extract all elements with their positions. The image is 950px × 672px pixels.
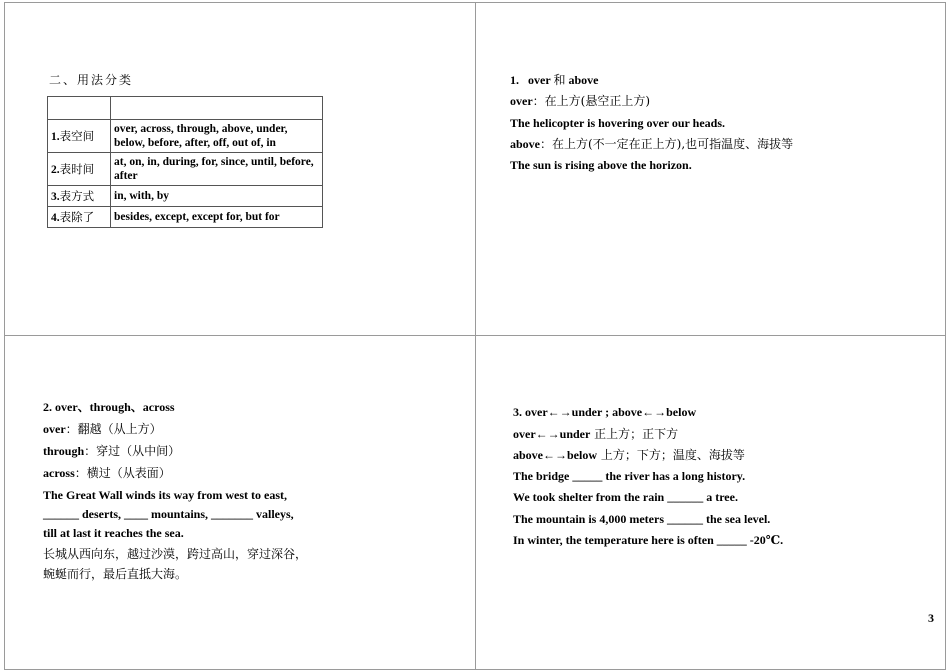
exercise-question: We took shelter from the rain ______ a tree. [513, 490, 738, 504]
category-label: 表空间 [59, 128, 95, 143]
slide-over-through-across [4, 335, 476, 670]
category-num: 1. [51, 130, 60, 143]
term: over←→under [513, 427, 591, 441]
slide-title [510, 73, 598, 87]
definition-over [43, 422, 162, 436]
term: through [43, 444, 85, 458]
category-cell [48, 120, 111, 153]
example-line: till at last it reaches the sea. [43, 526, 184, 540]
term: above [510, 137, 540, 151]
definition-pair-above-below [513, 448, 745, 462]
slide-heading: 二、用法分类 [49, 73, 134, 87]
term: above←→below [513, 448, 597, 462]
term: over [43, 422, 66, 436]
table-row [48, 186, 323, 207]
definition-pair-over-under [513, 427, 678, 441]
table-header-row [48, 97, 323, 120]
table-row [48, 207, 323, 228]
category-label: 表时间 [59, 161, 95, 176]
category-cell [48, 207, 111, 228]
translation-line: 蜿蜒而行，最后直抵大海。 [43, 567, 188, 581]
term: across [43, 466, 75, 480]
definition-over [510, 94, 650, 108]
category-num: 4. [51, 211, 60, 224]
example-line: The Great Wall winds its way from west to east, [43, 488, 287, 502]
prepositions-cell: over, across, through, above, under, below, before, after, off, out of, in [111, 120, 323, 153]
example-sentence: The helicopter is hovering over our heads. [510, 116, 726, 130]
definition-text: 正上方；正下方 [590, 427, 679, 441]
prepositions-cell: in, with, by [111, 186, 323, 207]
slide-usage-classification [4, 2, 476, 336]
usage-table [47, 96, 323, 228]
definition-across [43, 466, 171, 480]
page-number: 3 [928, 611, 934, 625]
example-sentence: The sun is rising above the horizon. [510, 158, 692, 172]
title-term-b: above [568, 73, 599, 87]
slide-title: 3. over←→under ; above←→below [513, 405, 697, 419]
table-row [48, 120, 323, 153]
exercise-question: In winter, the temperature here is often _____ -20℃. [513, 533, 784, 547]
exercise-question: The mountain is 4,000 meters ______ the sea level. [513, 512, 771, 526]
table-header-cell [111, 97, 323, 120]
term: over [510, 94, 533, 108]
definition-text: ：在上方(不一定在正上方),也可指温度、海拔等 [540, 137, 794, 151]
category-cell [48, 153, 111, 186]
table-row [48, 153, 323, 186]
definition-text: ：在上方(悬空正上方) [532, 94, 651, 108]
title-term-a: over [528, 73, 551, 87]
slide-title: 2. over、through、across [43, 400, 175, 414]
definition-text: ：横过（从表面） [74, 466, 171, 480]
definition-text: 上方；下方；温度、海拔等 [597, 448, 745, 462]
prepositions-cell: besides, except, except for, but for [111, 207, 323, 228]
title-conjunction: 和 [553, 73, 566, 87]
example-line: ______ deserts, ____ mountains, _______ valleys, [43, 507, 294, 521]
exercise-question: The bridge _____ the river has a long history. [513, 469, 746, 483]
slide-antonym-pairs [475, 335, 946, 670]
category-cell [48, 186, 111, 207]
prepositions-cell: at, on, in, during, for, since, until, before, after [111, 153, 323, 186]
title-number: 1. [510, 73, 519, 87]
definition-text: ：穿过（从中间） [84, 444, 181, 458]
category-num: 3. [51, 190, 60, 203]
translation-line: 长城从西向东，越过沙漠，跨过高山，穿过深谷， [43, 547, 308, 561]
definition-above [510, 137, 793, 151]
slide-over-above [475, 2, 946, 336]
table-header-cell [48, 97, 111, 120]
category-num: 2. [51, 163, 60, 176]
definition-through [43, 444, 180, 458]
category-label: 表方式 [59, 188, 95, 203]
definition-text: ：翻越（从上方） [65, 422, 162, 436]
category-label: 表除了 [59, 209, 95, 224]
